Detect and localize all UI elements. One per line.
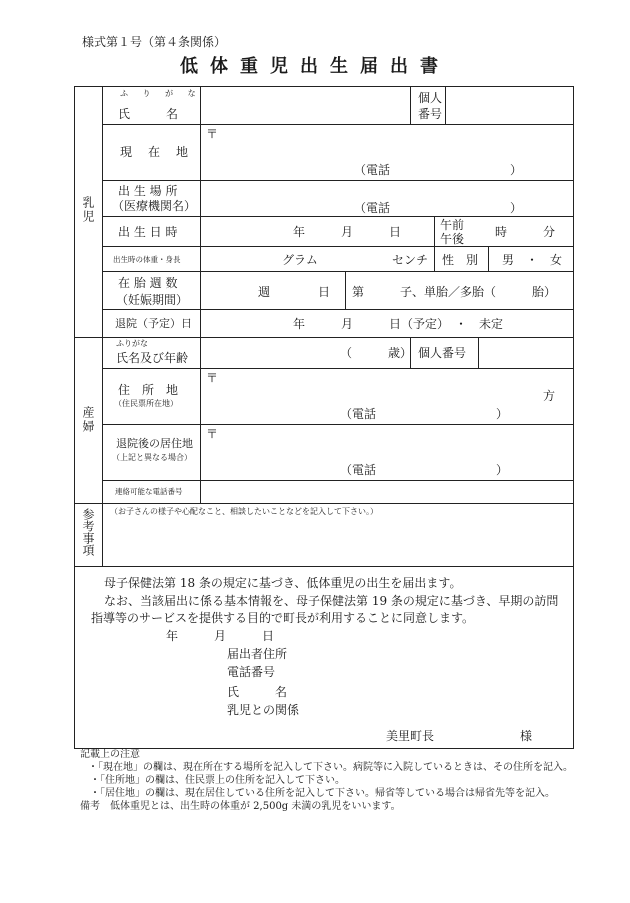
post-discharge-label-1: 退院後の居住地 bbox=[116, 437, 193, 450]
notifier-phone-label: 電話番号 bbox=[227, 665, 276, 679]
mother-age[interactable]: （ 歳） bbox=[340, 346, 413, 360]
footnote-2: ・「住所地」の欄は、住民票上の住所を記入して下さい。 bbox=[90, 775, 345, 786]
table-right-border bbox=[573, 86, 574, 748]
row-line bbox=[102, 309, 574, 310]
post-discharge-phone: （電話 ） bbox=[340, 463, 509, 477]
mother-id-label: 個人番号 bbox=[418, 346, 467, 360]
gestation-weeks-days[interactable]: 週 日 bbox=[258, 285, 331, 299]
post-discharge-postal-mark: 〒 bbox=[206, 427, 219, 441]
row-line bbox=[102, 124, 574, 125]
mother-address-kata: 方 bbox=[543, 389, 556, 403]
birth-time[interactable]: 時 分 bbox=[495, 225, 556, 239]
cell-line bbox=[434, 216, 435, 246]
am-option[interactable]: 午前 bbox=[440, 218, 465, 232]
row-line bbox=[102, 424, 574, 425]
birth-date[interactable]: 年 月 日 bbox=[293, 225, 402, 239]
notifier-name-label: 氏 名 bbox=[227, 685, 288, 699]
gestation-label-1: 在 胎 週 数 bbox=[118, 276, 178, 290]
mother-address-phone: （電話 ） bbox=[340, 407, 509, 421]
birthplace-field[interactable] bbox=[204, 182, 570, 200]
mother-notes-divider bbox=[74, 503, 574, 504]
footnotes-heading: 記載上の注意 bbox=[80, 749, 140, 760]
notes-hint: （お子さんの様子や心配なこと、相談したいことなどを記入して下さい。） bbox=[110, 507, 378, 516]
contact-phone-field[interactable] bbox=[204, 482, 570, 501]
birth-datetime-label: 出 生 日 時 bbox=[118, 225, 178, 239]
declaration-line-1: 母子保健法第 18 条の規定に基づき、低体重児の出生を届出ます。 bbox=[104, 576, 462, 590]
row-line bbox=[102, 271, 574, 272]
declaration-line-3: 指導等のサービスを提供する目的で町長が利用することに同意します。 bbox=[91, 611, 475, 625]
discharge-label: 退院（予定）日 bbox=[115, 317, 192, 330]
infant-name-field[interactable] bbox=[201, 87, 409, 123]
row-line bbox=[102, 216, 574, 217]
post-discharge-label-2: （上記と異なる場合） bbox=[112, 453, 192, 462]
mother-name-field[interactable] bbox=[201, 338, 337, 367]
birthplace-label-1: 出 生 場 所 bbox=[118, 184, 178, 198]
footnote-1: ・「現在地」の欄は、現在所在する場所を記入して下さい。病院等に入院しているときは、その住所を記入。 bbox=[88, 762, 573, 773]
infant-id-field[interactable] bbox=[446, 87, 572, 123]
declaration-line-2: なお、当該届出に係る基本情報を、母子保健法第 19 条の規定に基づき、早期の訪問 bbox=[104, 594, 559, 608]
mother-section-label: 産婦 bbox=[81, 406, 95, 434]
mother-id-field[interactable] bbox=[479, 338, 572, 367]
mother-address-label: 住 所 地 bbox=[118, 383, 179, 397]
declaration-date[interactable]: 年 月 日 bbox=[166, 629, 275, 643]
page-title: 低体重児出生届出書 bbox=[180, 56, 450, 77]
weight-field[interactable]: グラム bbox=[282, 253, 318, 267]
mayor-honorific: 様 bbox=[520, 729, 533, 743]
notes-label: 参考事項 bbox=[81, 508, 95, 556]
row-line bbox=[102, 480, 574, 481]
cell-line bbox=[434, 246, 435, 271]
mother-postal-mark: 〒 bbox=[206, 371, 219, 385]
form-number: 様式第１号（第４条関係） bbox=[82, 35, 227, 49]
table-left-border bbox=[74, 86, 75, 748]
contact-phone-label: 連絡可能な電話番号 bbox=[115, 487, 183, 496]
row-line bbox=[102, 180, 574, 181]
notes-declaration-divider bbox=[74, 566, 574, 567]
infant-address-label: 現 在 地 bbox=[120, 145, 191, 159]
footnotes bbox=[80, 748, 580, 813]
sex-options[interactable]: 男 ・ 女 bbox=[502, 253, 563, 267]
weight-height-label: 出生時の体重・身長 bbox=[113, 255, 181, 264]
row-line bbox=[102, 246, 574, 247]
infant-furigana-label: ふ り が な bbox=[120, 89, 202, 98]
mayor-addressee: 美里町長 bbox=[386, 729, 435, 743]
birthplace-phone: （電話 ） bbox=[354, 201, 523, 215]
cell-line bbox=[410, 86, 411, 124]
gestation-label-2: （妊娠期間） bbox=[116, 293, 189, 307]
infant-section-label: 乳児 bbox=[81, 196, 95, 224]
notes-field[interactable] bbox=[106, 520, 570, 564]
cell-line bbox=[345, 271, 346, 309]
pm-option[interactable]: 午後 bbox=[440, 232, 465, 246]
infant-name-label: 氏 名 bbox=[118, 107, 179, 121]
infant-id-label-2: 番号 bbox=[418, 107, 443, 121]
discharge-date[interactable]: 年 月 日（予定） ・ 未定 bbox=[293, 317, 504, 331]
infant-postal-mark: 〒 bbox=[206, 127, 219, 141]
mother-furigana-label: ふりがな bbox=[116, 339, 148, 348]
mother-name-age-label: 氏名及び年齢 bbox=[116, 351, 189, 365]
notifier-relation-label: 乳児との関係 bbox=[227, 703, 300, 717]
infant-address-field[interactable] bbox=[220, 126, 570, 162]
infant-id-label-1: 個人 bbox=[418, 91, 443, 105]
row-line bbox=[102, 368, 574, 369]
notifier-address-label: 届出者住所 bbox=[227, 647, 288, 661]
sex-label: 性 別 bbox=[442, 253, 479, 267]
footnote-3: ・「居住地」の欄は、現在居住している住所を記入して下さい。帰省等している場合は帰省先等を記入。 bbox=[90, 788, 555, 799]
infant-address-phone: （電話 ） bbox=[354, 163, 523, 177]
cell-line bbox=[488, 246, 489, 271]
mother-address-sublabel: （住民票所在地） bbox=[114, 399, 178, 408]
footnote-4: 備考 低体重児とは、出生時の体重が 2,500g 未満の乳児をいいます。 bbox=[80, 801, 401, 812]
birth-order-field[interactable]: 第 子、単胎／多胎（ 胎） bbox=[352, 285, 557, 299]
birthplace-label-2: （医療機関名） bbox=[112, 199, 197, 213]
section-column-divider bbox=[102, 86, 103, 566]
height-field[interactable]: センチ bbox=[392, 253, 429, 267]
